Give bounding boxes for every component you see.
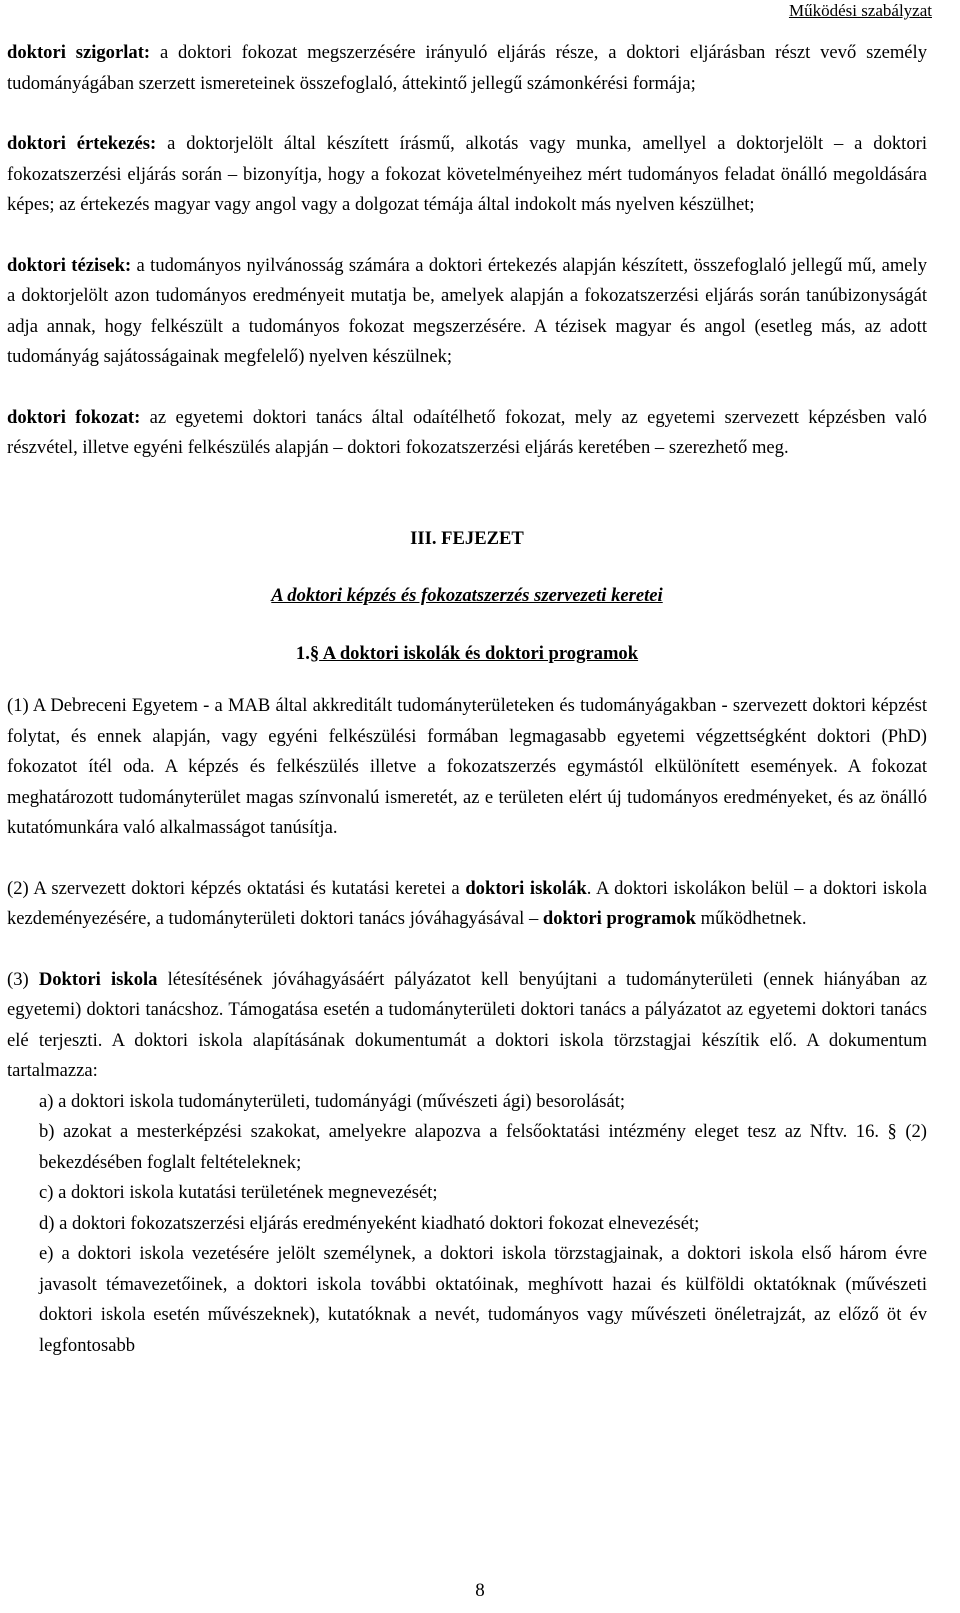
list-item: d) a doktori fokozatszerzési eljárás eredményeként kiadható doktori fokozat elnevezését; bbox=[39, 1212, 700, 1234]
definition-text: a tudományos nyilvánosság számára a doktori értekezés alapján készített, összefoglaló jellegű mű, amely a doktorjelölt azon tudományos eredményeit mutatja be, amelyek alapján a fokozatszerzési eljárás során tanúbizonyságát adja annak, hogy felkészült a tudományos fokozat megszerzésére. A tézisek magyar és angol (esetleg más, az adott tudományág sajátosságainak megfelelő) nyelven készülnek; bbox=[7, 254, 928, 367]
definition-text: a doktori fokozat megszerzésére irányuló eljárás része, a doktori eljárásban részt vevő személy tudományágában szerzett ismereteinek összefoglaló, áttekintő jellegű számonkérési formája; bbox=[7, 42, 928, 94]
chapter-subtitle: A doktori képzés és fokozatszerzés szervezeti keretei bbox=[271, 585, 663, 606]
section-symbol: § bbox=[309, 642, 320, 664]
list-item: b) azokat a mesterképzési szakokat, amelyekre alapozva a felsőoktatási intézmény eleget tesz az Nftv. 16. § (2) bekezdésében foglalt feltételeknek; bbox=[39, 1121, 927, 1173]
definition-term: doktori értekezés: bbox=[7, 133, 157, 154]
content-list bbox=[39, 1087, 927, 1362]
section-number: 1. bbox=[295, 642, 310, 664]
section-title: A doktori iskolák és doktori programok bbox=[319, 642, 639, 664]
list-item: e) a doktori iskola vezetésére jelölt személynek, a doktori iskola törzstagjainak, a doktori iskola első három évre javasolt témavezetőinek, a doktori iskola további oktatóinak, meghívott hazai és külföldi oktatóknak (művészeti doktori iskola esetén művészeknek), kutatóknak a nevét, tudományos vagy művészeti önéletrajzát, az előző öt év legfontosabb bbox=[39, 1243, 927, 1356]
paragraph-2: (2) A szervezett doktori képzés oktatási és kutatási keretei a doktori iskolák. A doktori iskolákon belül – a doktori iskola kezdeményezésére, a tudományterületi doktori tanács jóváhagyásával – doktori programok működhetnek. bbox=[7, 877, 927, 929]
definition-paragraph bbox=[7, 38, 927, 99]
chapter-heading: III. FEJEZET bbox=[410, 527, 524, 549]
paragraph-3: (3) Doktori iskola létesítésének jóváhagyásáért pályázatot kell benyújtani a tudományterületi (ennek hiányában az egyetemi) doktori tanácshoz. Támogatása esetén a tudományterületi doktori tanács a pályázatot az egyetemi doktori tanács elé terjeszti. A doktori iskola alapításának dokumentumát a doktori iskola törzstagjai készítik elő. A dokumentum tartalmazza: bbox=[7, 968, 927, 1081]
definition-paragraph bbox=[7, 251, 927, 373]
section-heading bbox=[7, 639, 927, 670]
list-item: a) a doktori iskola tudományterületi, tudományági (művészeti ági) besorolását; bbox=[39, 1090, 626, 1112]
document-body bbox=[7, 38, 927, 1361]
definition-term: doktori tézisek: bbox=[7, 254, 132, 276]
definition-paragraph bbox=[7, 129, 927, 221]
definition-paragraph bbox=[7, 403, 927, 464]
page-header: Működési szabályzat bbox=[788, 1, 932, 20]
definition-text: a doktorjelölt által készített írásmű, alkotás vagy munka, amellyel a doktorjelölt – a doktori fokozatszerzési eljárás során – bizonyítja, hogy a fokozat követelményeihez mért tudományos feladat önálló megoldására képes; az értekezés magyar vagy angol vagy a dolgozat témája által indokolt más nyelven készülhet; bbox=[7, 133, 927, 215]
list-item: c) a doktori iskola kutatási területének megnevezését; bbox=[39, 1182, 438, 1203]
definition-term: doktori szigorlat: bbox=[7, 42, 151, 63]
page-number: 8 bbox=[475, 1580, 485, 1601]
paragraph-1: (1) A Debreceni Egyetem - a MAB által akkreditált tudományterületeken és tudományágakban - szervezett doktori képzést folytat, és ennek alapján, vagy egyéni felkészülési formában legmagasabb egyetemi végzettségként doktori (PhD) fokozatot ítél oda. A képzés és felkészülés illetve a fokozatszerzés egymástól elkülönített események. A fokozat meghatározott tudományterület magas színvonalú ismeretét, az e területen elért új tudományos eredményeket, és az önálló kutatómunkára való alkalmasságot tanúsítja. bbox=[7, 695, 927, 838]
definition-text: az egyetemi doktori tanács által odaítélhető fokozat, mely az egyetemi szervezett képzésben való részvétel, illetve egyéni felkészülés alapján – doktori fokozatszerzési eljárás keretében – szerezhető meg. bbox=[7, 406, 927, 458]
definition-term: doktori fokozat: bbox=[7, 406, 141, 428]
